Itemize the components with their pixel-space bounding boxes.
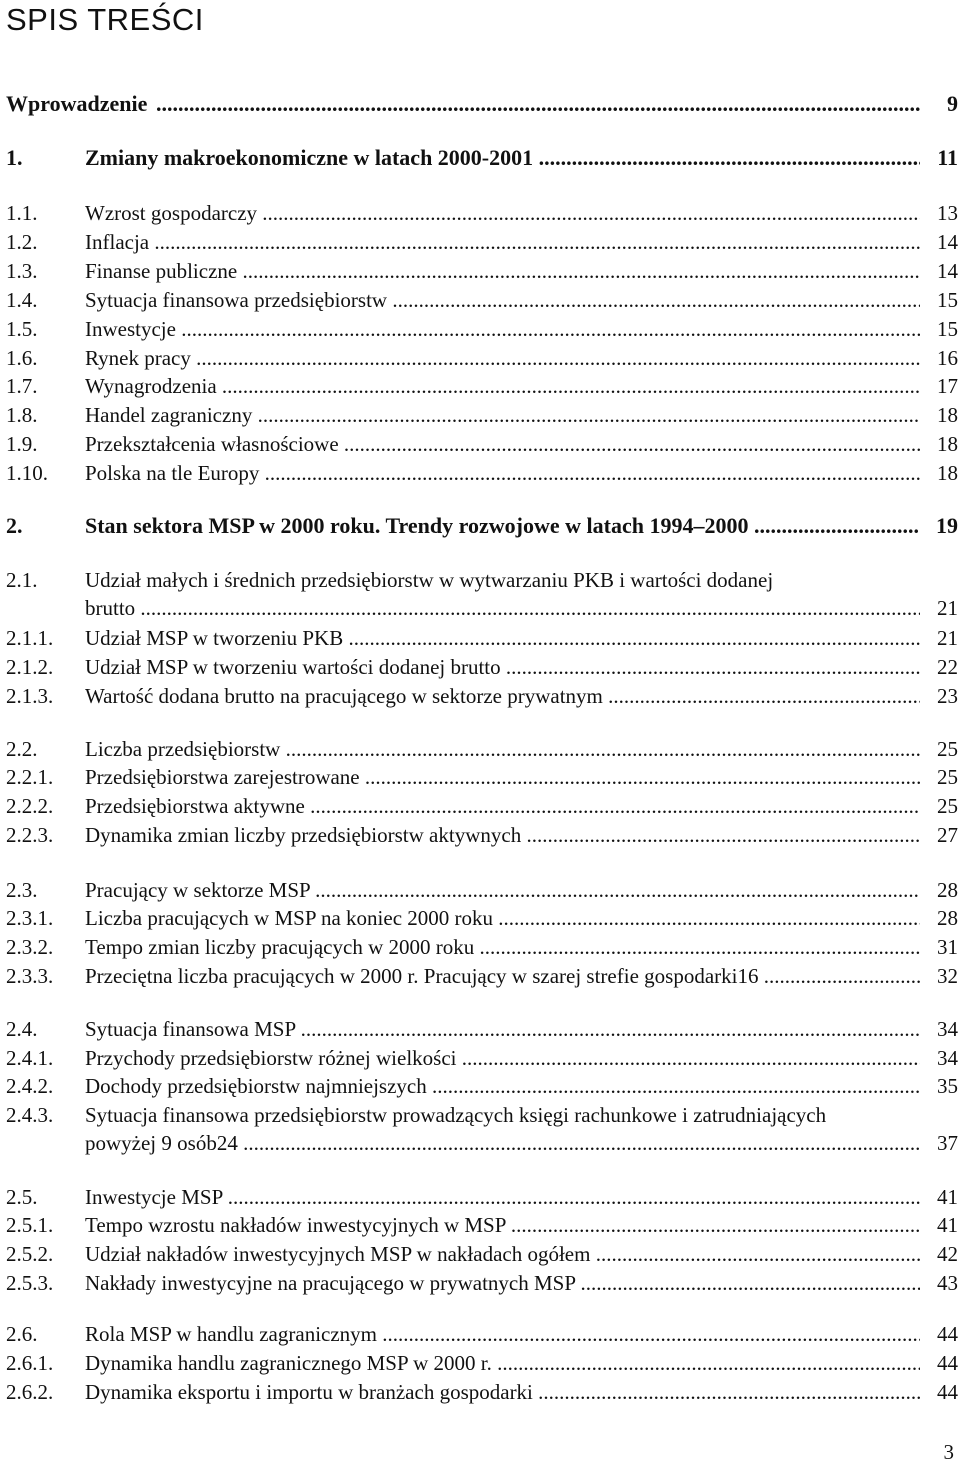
toc-entry-title: Przekształcenia własnościowe ..... bbox=[85, 432, 920, 456]
toc-entry-number: 2. bbox=[6, 513, 23, 538]
toc-entry-title: Inwestycje ..... bbox=[85, 317, 920, 341]
toc-entry-title: Udział MSP w tworzeniu wartości dodanej brutto ..... bbox=[85, 655, 920, 679]
toc-entry-page: 41 bbox=[937, 1185, 958, 1209]
toc-entry-page: 25 bbox=[937, 794, 958, 818]
toc-entry-number: 2.2.3. bbox=[6, 823, 54, 847]
toc-entry-number: 2.6.1. bbox=[6, 1351, 54, 1375]
toc-entry-number: 2.5.3. bbox=[6, 1271, 54, 1295]
page-title: SPIS TREŚCI bbox=[6, 2, 204, 37]
toc-entry[interactable] bbox=[6, 1015, 958, 1043]
toc-entry-title: Dochody przedsiębiorstw najmniejszych ..... bbox=[85, 1074, 920, 1098]
toc-entry[interactable] bbox=[6, 876, 958, 904]
toc-entry[interactable] bbox=[6, 286, 958, 314]
toc-entry-title: Udział MSP w tworzeniu PKB ..... bbox=[85, 626, 920, 650]
toc-entry-page: 14 bbox=[937, 259, 958, 283]
toc-entry-page: 21 bbox=[937, 626, 958, 650]
toc-entry-number: 2.4.1. bbox=[6, 1046, 54, 1070]
toc-entry-title: Stan sektora MSP w 2000 roku. Trendy rozwojowe w latach 1994–2000 ..... bbox=[85, 513, 920, 538]
toc-entry-number: 1.1. bbox=[6, 201, 38, 225]
toc-entry-title: Tempo wzrostu nakładów inwestycyjnych w MSP ..... bbox=[85, 1213, 920, 1237]
toc-entry-number: 1.8. bbox=[6, 403, 38, 427]
toc-entry[interactable] bbox=[6, 90, 958, 118]
toc-entry-title: Wartość dodana brutto na pracującego w sektorze prywatnym ..... bbox=[85, 684, 920, 708]
toc-entry-title: Przeciętna liczba pracujących w 2000 r. Pracujący w szarej strefie gospodarki16 ..... bbox=[85, 964, 920, 988]
toc-entry-page: 41 bbox=[937, 1213, 958, 1237]
toc-entry[interactable] bbox=[6, 1240, 958, 1268]
toc-entry[interactable] bbox=[6, 566, 958, 622]
toc-entry-page: 31 bbox=[937, 935, 958, 959]
toc-entry-title: Inflacja ..... bbox=[85, 230, 920, 254]
toc-entry[interactable] bbox=[6, 682, 958, 710]
toc-entry-title: Przychody przedsiębiorstw różnej wielkości ..... bbox=[85, 1046, 920, 1070]
toc-entry-title: Rynek pracy ..... bbox=[85, 346, 920, 370]
toc-entry-page: 44 bbox=[937, 1351, 958, 1375]
toc-entry-title: Liczba pracujących w MSP na koniec 2000 roku ..... bbox=[85, 906, 920, 930]
toc-entry-page: 34 bbox=[937, 1017, 958, 1041]
toc-entry[interactable] bbox=[6, 344, 958, 372]
toc-entry-page: 25 bbox=[937, 765, 958, 789]
toc-entry-page: 17 bbox=[937, 374, 958, 398]
toc-entry[interactable] bbox=[6, 1183, 958, 1211]
toc-entry[interactable] bbox=[6, 1349, 958, 1377]
toc-entry-page: 43 bbox=[937, 1271, 958, 1295]
toc-entry-page: 15 bbox=[937, 288, 958, 312]
toc-entry-title: Zmiany makroekonomiczne w latach 2000-2001 ..... bbox=[85, 145, 920, 170]
toc-entry-number: 2.5.2. bbox=[6, 1242, 54, 1266]
toc-entry-number: 2.1.1. bbox=[6, 626, 54, 650]
toc-entry[interactable] bbox=[6, 763, 958, 791]
toc-entry-number: 2.1.3. bbox=[6, 684, 54, 708]
toc-entry-number: 2.6. bbox=[6, 1322, 38, 1346]
toc-entry[interactable] bbox=[6, 624, 958, 652]
toc-entry-title: powyżej 9 osób24 ..... bbox=[85, 1131, 920, 1155]
toc-entry-number: 2.3.3. bbox=[6, 964, 54, 988]
toc-entry[interactable] bbox=[6, 257, 958, 285]
toc-entry-page: 21 bbox=[937, 596, 958, 620]
toc-entry-number: 1.2. bbox=[6, 230, 38, 254]
toc-entry-title: Handel zagraniczny ..... bbox=[85, 403, 920, 427]
toc-entry-number: 1.3. bbox=[6, 259, 38, 283]
toc-entry-page: 37 bbox=[937, 1131, 958, 1155]
toc-entry-number: 2.2.1. bbox=[6, 765, 54, 789]
toc-entry-title: Dynamika zmian liczby przedsiębiorstw aktywnych ..... bbox=[85, 823, 920, 847]
toc-entry-number: 2.5.1. bbox=[6, 1213, 54, 1237]
toc-entry-page: 15 bbox=[937, 317, 958, 341]
toc-entry-title: Przedsiębiorstwa zarejestrowane ..... bbox=[85, 765, 920, 789]
toc-entry-number: 2.3.1. bbox=[6, 906, 54, 930]
toc-entry-title: Inwestycje MSP ..... bbox=[85, 1185, 920, 1209]
toc-entry-number: 2.1. bbox=[6, 568, 38, 592]
toc-entry-page: 44 bbox=[937, 1380, 958, 1404]
toc-entry-number: 2.3. bbox=[6, 878, 38, 902]
toc-entry-page: 18 bbox=[937, 461, 958, 485]
toc-entry-number: 1.9. bbox=[6, 432, 38, 456]
toc-entry-number: 2.6.2. bbox=[6, 1380, 54, 1404]
toc-entry-page: 9 bbox=[947, 91, 958, 116]
toc-entry-title: Tempo zmian liczby pracujących w 2000 roku ..... bbox=[85, 935, 920, 959]
toc-entry-number: 2.2.2. bbox=[6, 794, 54, 818]
toc-entry-title: brutto ..... bbox=[85, 596, 920, 620]
toc-entry-number: 1.7. bbox=[6, 374, 38, 398]
toc-entry-title: Polska na tle Europy ..... bbox=[85, 461, 920, 485]
toc-entry[interactable] bbox=[6, 199, 958, 227]
toc-entry-title: Dynamika handlu zagranicznego MSP w 2000 r. ..... bbox=[85, 1351, 920, 1375]
toc-entry-title: Rola MSP w handlu zagranicznym ..... bbox=[85, 1322, 920, 1346]
toc-entry-title: Sytuacja finansowa przedsiębiorstw ..... bbox=[85, 288, 920, 312]
toc-entry-title: Sytuacja finansowa MSP ..... bbox=[85, 1017, 920, 1041]
toc-entry-number: 1.4. bbox=[6, 288, 38, 312]
toc-entry[interactable] bbox=[6, 933, 958, 961]
toc-entry-title bbox=[156, 91, 920, 116]
toc-entry-page: 18 bbox=[937, 403, 958, 427]
toc-entry[interactable] bbox=[6, 962, 958, 990]
toc-entry-title: Dynamika eksportu i importu w branżach gospodarki ..... bbox=[85, 1380, 920, 1404]
toc-entry-page: 22 bbox=[937, 655, 958, 679]
toc-entry[interactable] bbox=[6, 1044, 958, 1072]
toc-entry-number: 2.4. bbox=[6, 1017, 38, 1041]
toc-entry[interactable] bbox=[6, 372, 958, 400]
toc-entry[interactable] bbox=[6, 315, 958, 343]
toc-entry[interactable] bbox=[6, 1072, 958, 1100]
toc-entry-page: 13 bbox=[937, 201, 958, 225]
toc-entry-title: Przedsiębiorstwa aktywne ..... bbox=[85, 794, 920, 818]
toc-entry-title: Wzrost gospodarczy ..... bbox=[85, 201, 920, 225]
toc-entry-title: Nakłady inwestycyjne na pracującego w prywatnych MSP ..... bbox=[85, 1271, 920, 1295]
toc-entry-page: 35 bbox=[937, 1074, 958, 1098]
toc-entry-title: Liczba przedsiębiorstw ..... bbox=[85, 737, 920, 761]
toc-entry-page: 18 bbox=[937, 432, 958, 456]
toc-entry-number: 2.4.2. bbox=[6, 1074, 54, 1098]
toc-entry[interactable] bbox=[6, 653, 958, 681]
toc-entry[interactable] bbox=[6, 735, 958, 763]
toc-entry[interactable] bbox=[6, 1211, 958, 1239]
toc-entry[interactable] bbox=[6, 430, 958, 458]
toc-entry[interactable] bbox=[6, 144, 958, 172]
toc-entry-page: 11 bbox=[937, 145, 958, 170]
toc-entry-page: 14 bbox=[937, 230, 958, 254]
toc-entry-title: Sytuacja finansowa przedsiębiorstw prowadzących księgi rachunkowe i zatrudniających bbox=[85, 1103, 827, 1127]
toc-entry-number: 1. bbox=[6, 145, 23, 170]
toc-entry[interactable] bbox=[6, 228, 958, 256]
toc-entry[interactable] bbox=[6, 792, 958, 820]
toc-entry-number: 2.4.3. bbox=[6, 1103, 54, 1127]
toc-entry-page: 25 bbox=[937, 737, 958, 761]
toc-entry-page: 28 bbox=[937, 906, 958, 930]
toc-entry-number: 2.5. bbox=[6, 1185, 38, 1209]
toc-entry[interactable] bbox=[6, 512, 958, 540]
toc-entry-number: 1.5. bbox=[6, 317, 38, 341]
toc-entry[interactable] bbox=[6, 459, 958, 487]
toc-entry-number: Wprowadzenie bbox=[6, 91, 148, 116]
toc-entry-title: Finanse publiczne ..... bbox=[85, 259, 920, 283]
toc-entry-title: Wynagrodzenia ..... bbox=[85, 374, 920, 398]
toc-entry-number: 2.3.2. bbox=[6, 935, 54, 959]
toc-entry-number: 1.10. bbox=[6, 461, 48, 485]
toc-entry[interactable] bbox=[6, 1320, 958, 1348]
toc-entry-page: 42 bbox=[937, 1242, 958, 1266]
page-number: 3 bbox=[943, 1440, 954, 1464]
toc-entry-title: Udział małych i średnich przedsiębiorstw w wytwarzaniu PKB i wartości dodanej bbox=[85, 568, 774, 592]
toc-entry[interactable] bbox=[6, 401, 958, 429]
toc-entry[interactable] bbox=[6, 1269, 958, 1297]
toc-entry[interactable] bbox=[6, 1378, 958, 1406]
toc-entry-page: 34 bbox=[937, 1046, 958, 1070]
toc-entry[interactable] bbox=[6, 1101, 958, 1157]
toc-entry[interactable] bbox=[6, 904, 958, 932]
toc-entry-page: 27 bbox=[937, 823, 958, 847]
toc-entry-page: 28 bbox=[937, 878, 958, 902]
toc-entry-number: 2.1.2. bbox=[6, 655, 54, 679]
toc-entry-number: 1.6. bbox=[6, 346, 38, 370]
toc-entry-page: 16 bbox=[937, 346, 958, 370]
toc-entry-title: Udział nakładów inwestycyjnych MSP w nakładach ogółem ..... bbox=[85, 1242, 920, 1266]
toc-entry-page: 19 bbox=[936, 513, 958, 538]
toc-entry-page: 23 bbox=[937, 684, 958, 708]
toc-entry-number: 2.2. bbox=[6, 737, 38, 761]
toc-entry-page: 32 bbox=[937, 964, 958, 988]
toc-entry-title: Pracujący w sektorze MSP ..... bbox=[85, 878, 920, 902]
toc-entry[interactable] bbox=[6, 821, 958, 849]
toc-entry-page: 44 bbox=[937, 1322, 958, 1346]
